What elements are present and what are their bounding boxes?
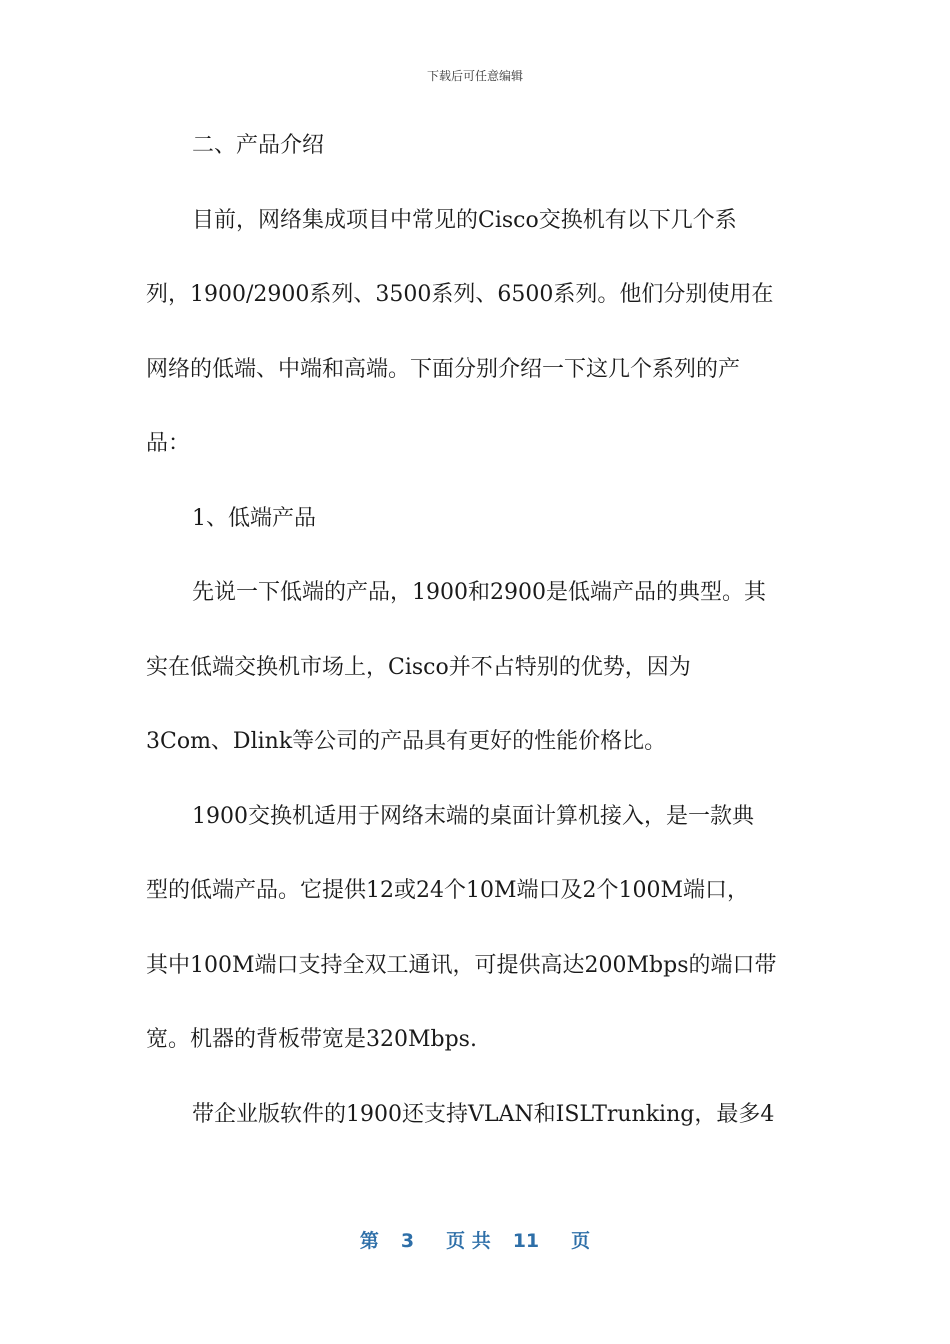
- paragraph-line: 列，1900/2900系列、3500系列、6500系列。他们分别使用在: [146, 282, 774, 307]
- page-current: 3: [400, 1230, 415, 1252]
- page-middle: 页 共: [446, 1230, 491, 1252]
- paragraph-line: 先说一下低端的产品，1900和2900是低端产品的典型。其: [192, 580, 766, 605]
- paragraph-line: 带企业版软件的1900还支持VLAN和ISLTrunking，最多4: [192, 1101, 775, 1127]
- header-note: 下载后可任意编辑: [426, 69, 523, 83]
- paragraph-line: 品：: [146, 431, 191, 456]
- paragraph-line: 网络的低端、中端和高端。下面分别介绍一下这几个系列的产: [146, 356, 741, 382]
- paragraph-line: 型的低端产品。它提供12或24个10M端口及2个100M端口，: [146, 878, 750, 903]
- section-heading: 二、产品介绍: [192, 133, 325, 158]
- paragraph-line: 实在低端交换机市场上，Cisco并不占特别的优势，因为: [146, 654, 691, 680]
- page-suffix: 页: [571, 1230, 591, 1252]
- page-prefix: 第: [359, 1230, 379, 1252]
- paragraph-line: 3Com、Dlink等公司的产品具有更好的性能价格比。: [146, 729, 667, 754]
- page-footer: [0, 1226, 950, 1253]
- paragraph-line: 其中100M端口支持全双工通讯，可提供高达200Mbps的端口带: [146, 952, 777, 978]
- document-body: [146, 126, 806, 1169]
- paragraph-line: 宽。机器的背板带宽是320Mbps.: [146, 1027, 477, 1052]
- subsection-heading: 1、低端产品: [192, 505, 316, 531]
- paragraph-line: 目前，网络集成项目中常见的Cisco交换机有以下几个系: [192, 207, 737, 233]
- paragraph-line: 1900交换机适用于网络末端的桌面计算机接入，是一款典: [192, 803, 754, 829]
- page-total: 11: [512, 1230, 540, 1252]
